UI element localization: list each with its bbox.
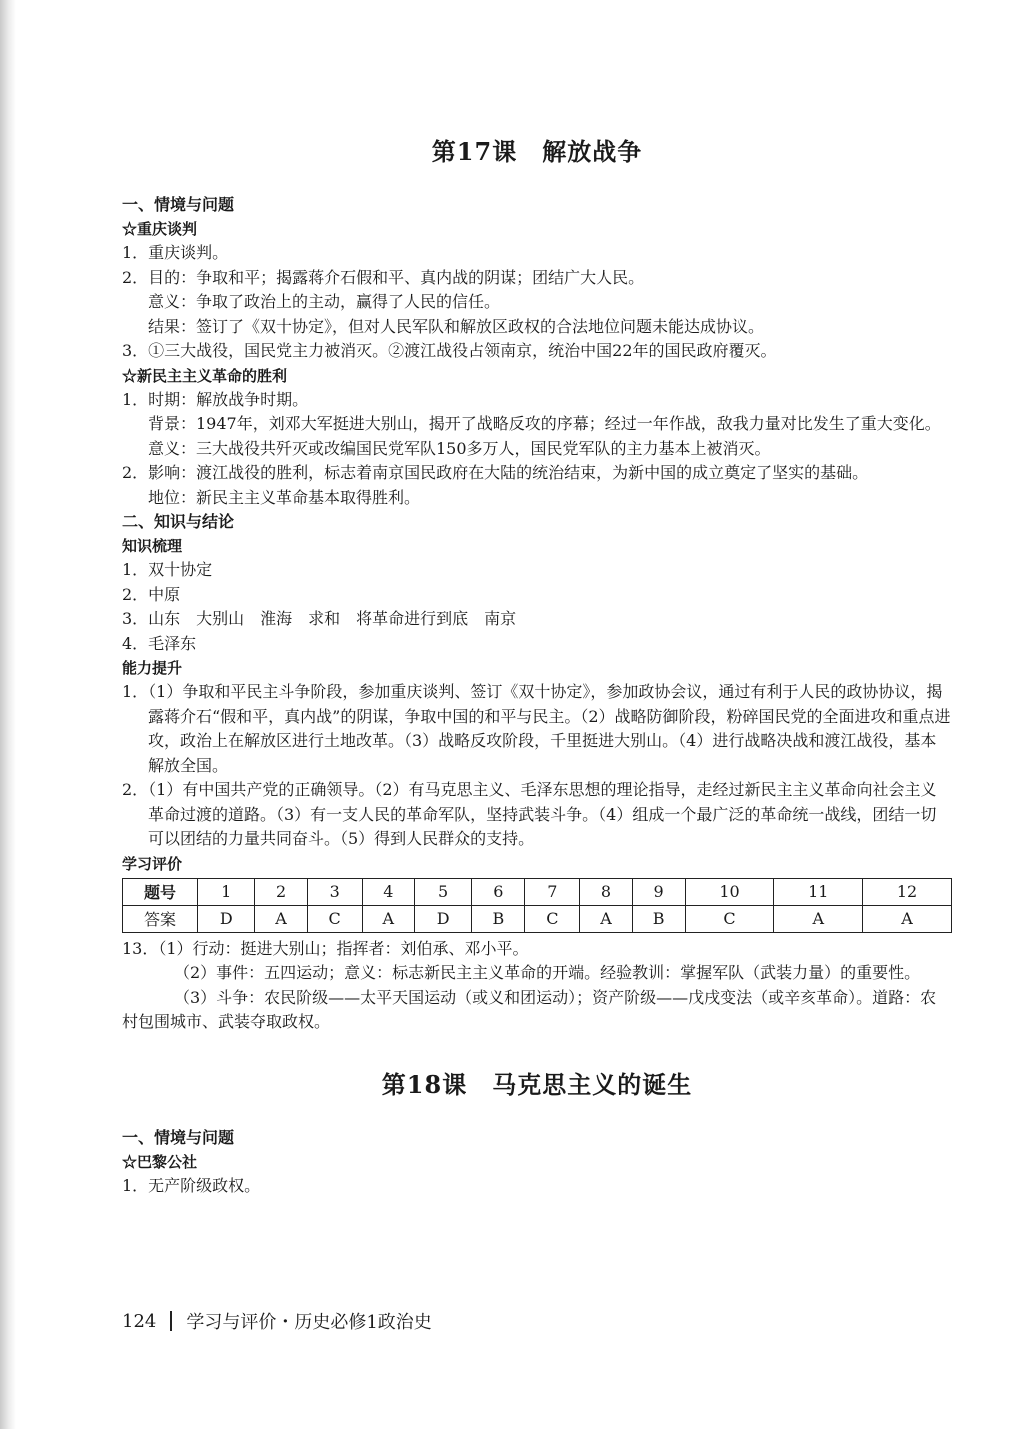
subheading: ☆重庆谈判: [122, 220, 198, 238]
answer-line: 1．重庆谈判。: [122, 243, 229, 262]
lesson-17-title: 第17课 解放战争: [431, 137, 643, 166]
page-spine-shadow: [0, 0, 16, 1429]
table-cell: 10: [685, 878, 774, 905]
answer-line: 背景：1947年，刘邓大军挺进大别山，揭开了战略反攻的序幕；经过一年作战，敌我力量对比发生了重大变化。: [148, 414, 941, 433]
answer-line: 1．双十协定: [122, 560, 213, 579]
section-heading: 一、情境与问题: [122, 1127, 235, 1147]
answer-line: 4．毛泽东: [122, 633, 197, 653]
table-cell: A: [863, 905, 952, 932]
table-cell: 11: [774, 878, 863, 905]
table-header-cell: 题号: [123, 878, 198, 905]
table-cell: 7: [525, 878, 580, 905]
answer-paragraph: 1．（1）争取和平民主斗争阶段，参加重庆谈判、签订《双十协定》，参加政协会议，通过有利于人民的政协协议，揭露蒋介石“假和平，真内战”的阴谋，争取中国的和平与民主。（2）战略防御阶段，粉碎国民党的全面进攻和重点进攻，政治上在解放区进行土地改革。（3）战略反攻阶段，千里挺进大别山。（4）进行战略决战和渡江战役，基本解放全国。: [122, 682, 951, 775]
section-heading: 一、情境与问题: [122, 195, 235, 214]
table-cell: A: [774, 905, 863, 932]
table-cell: C: [525, 905, 580, 932]
book-title: 学习与评价・历史必修1政治史: [186, 1312, 432, 1333]
subheading: ☆新民主主义革命的胜利: [122, 366, 288, 385]
page-footer: [122, 1308, 432, 1334]
answer-line: 1．无产阶级政权。: [122, 1175, 261, 1195]
table-cell: C: [307, 905, 362, 932]
answer-line: 3．山东 大别山 淮海 求和 将革命进行到底 南京: [122, 609, 517, 628]
answer-line: 意义：争取了政治上的主动，赢得了人民的信任。: [148, 292, 501, 311]
table-cell: 8: [580, 878, 632, 905]
subheading: 知识梳理: [122, 537, 183, 555]
subheading: 学习评价: [122, 854, 183, 873]
table-cell: C: [685, 905, 774, 932]
table-cell: A: [580, 905, 632, 932]
answer-line: （3）斗争：农民阶级——太平天国运动（或义和团运动）；资产阶级——戊戌变法（或辛亥革命）。道路：农村包围城市、武装夺取政权。: [122, 987, 937, 1031]
section-heading: 二、知识与结论: [122, 512, 235, 531]
table-cell: D: [198, 905, 255, 932]
table-row-answers: [123, 905, 952, 932]
answer-line: 1．时期：解放战争时期。: [122, 389, 309, 409]
table-cell: B: [472, 905, 525, 932]
table-cell: 5: [414, 878, 471, 905]
table-cell: 1: [198, 878, 255, 905]
answer-line: 地位：新民主主义革命基本取得胜利。: [148, 487, 421, 507]
answer-line: 2．目的：争取和平；揭露蒋介石假和平、真内战的阴谋；团结广大人民。: [122, 267, 645, 287]
answer-table: [122, 878, 952, 933]
answer-line: 2．中原: [122, 584, 181, 604]
table-cell: A: [255, 905, 307, 932]
answer-line: 结果：签订了《双十协定》，但对人民军队和解放区政权的合法地位问题未能达成协议。: [148, 316, 765, 336]
page-content: [122, 132, 952, 1198]
table-cell: 6: [472, 878, 525, 905]
answer-line: 3．①三大战役，国民党主力被消灭。②渡江战役占领南京，统治中国22年的国民政府覆灭。: [122, 341, 777, 360]
subheading: 能力提升: [122, 659, 183, 677]
table-cell: B: [632, 905, 685, 932]
footer-divider: [170, 1311, 172, 1331]
table-cell: 9: [632, 878, 685, 905]
table-cell: 12: [863, 878, 952, 905]
table-cell: 3: [307, 878, 362, 905]
answer-line: （2）事件：五四运动；意义：标志新民主主义革命的开端。经验教训：掌握军队（武装力量）的重要性。: [174, 963, 921, 982]
subheading: ☆巴黎公社: [122, 1152, 198, 1171]
table-header-cell: 答案: [123, 905, 198, 932]
table-cell: 2: [255, 878, 307, 905]
answer-line: 意义：三大战役共歼灭或改编国民党军队150多万人，国民党军队的主力基本上被消灭。: [148, 438, 771, 458]
lesson-18-title: 第18课 马克思主义的诞生: [381, 1069, 693, 1099]
answer-line: 2．影响：渡江战役的胜利，标志着南京国民政府在大陆的统治结束，为新中国的成立奠定了坚实的基础。: [122, 463, 869, 482]
page-number: 124: [122, 1310, 157, 1332]
table-cell: 4: [362, 878, 414, 905]
answer-paragraph: 2．（1）有中国共产党的正确领导。（2）有马克思主义、毛泽东思想的理论指导，走经过新民主主义革命向社会主义革命过渡的道路。（3）有一支人民的革命军队，坚持武装斗争。（4）组成一个最广泛的革命统一战线，团结一切可以团结的力量共同奋斗。（5）得到人民群众的支持。: [122, 780, 937, 848]
table-cell: A: [362, 905, 414, 932]
answer-line: 13．（1）行动：挺进大别山；指挥者：刘伯承、邓小平。: [122, 938, 529, 958]
table-row-numbers: [123, 878, 952, 905]
table-cell: D: [414, 905, 471, 932]
